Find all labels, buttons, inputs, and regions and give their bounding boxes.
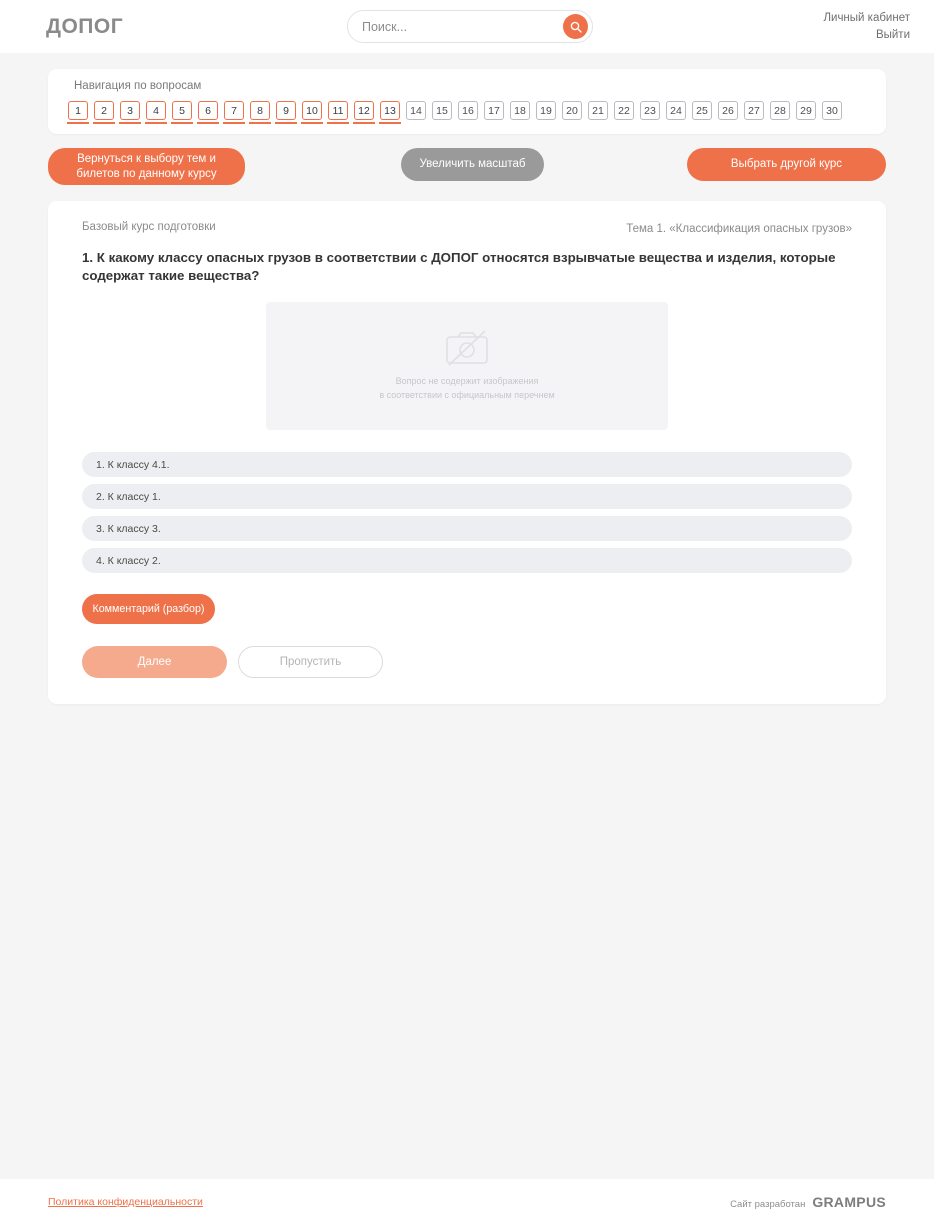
search-input[interactable] bbox=[348, 20, 563, 34]
no-image-caption-line1: Вопрос не содержит изображения bbox=[395, 376, 539, 387]
question-number-3[interactable]: 3 bbox=[120, 101, 140, 120]
question-number-19[interactable]: 19 bbox=[536, 101, 556, 120]
question-image-placeholder bbox=[266, 302, 668, 430]
question-number-8[interactable]: 8 bbox=[250, 101, 270, 120]
answer-option-4[interactable]: 4. К классу 2. bbox=[82, 548, 852, 573]
theme-label: Тема 1. «Классификация опасных грузов» bbox=[626, 223, 852, 235]
question-number-21[interactable]: 21 bbox=[588, 101, 608, 120]
account-link[interactable]: Личный кабинет bbox=[823, 12, 910, 24]
question-number-9[interactable]: 9 bbox=[276, 101, 296, 120]
navigation-title: Навигация по вопросам bbox=[74, 80, 202, 92]
search-icon bbox=[570, 21, 582, 33]
question-number-10[interactable]: 10 bbox=[302, 101, 322, 120]
question-card-header bbox=[82, 221, 852, 235]
question-number-18[interactable]: 18 bbox=[510, 101, 530, 120]
question-navigation-panel bbox=[48, 69, 886, 134]
question-number-20[interactable]: 20 bbox=[562, 101, 582, 120]
answer-option-3[interactable]: 3. К классу 3. bbox=[82, 516, 852, 541]
header-links bbox=[823, 10, 910, 43]
answer-option-1[interactable]: 1. К классу 4.1. bbox=[82, 452, 852, 477]
choose-other-course-button[interactable]: Выбрать другой курс bbox=[687, 148, 886, 181]
question-number-4[interactable]: 4 bbox=[146, 101, 166, 120]
question-number-6[interactable]: 6 bbox=[198, 101, 218, 120]
question-number-11[interactable]: 11 bbox=[328, 101, 348, 120]
question-number-13[interactable]: 13 bbox=[380, 101, 400, 120]
no-image-caption-line2: в соответствии с официальным перечнем bbox=[379, 389, 555, 400]
developer-label: Сайт разработан bbox=[730, 1198, 806, 1210]
question-number-25[interactable]: 25 bbox=[692, 101, 712, 120]
question-number-16[interactable]: 16 bbox=[458, 101, 478, 120]
action-row bbox=[48, 148, 886, 181]
increase-scale-button[interactable]: Увеличить масштаб bbox=[401, 148, 544, 181]
question-number-7[interactable]: 7 bbox=[224, 101, 244, 120]
return-to-topics-button[interactable]: Вернуться к выбору тем и билетов по данному курсу bbox=[48, 148, 245, 185]
site-logo: ДОПОГ bbox=[46, 14, 124, 38]
comment-explanation-button[interactable]: Комментарий (разбор) bbox=[82, 594, 215, 624]
question-footer-actions bbox=[82, 646, 852, 678]
question-number-29[interactable]: 29 bbox=[796, 101, 816, 120]
question-number-12[interactable]: 12 bbox=[354, 101, 374, 120]
developer-credit bbox=[730, 1194, 886, 1210]
logout-link[interactable]: Выйти bbox=[875, 28, 910, 41]
question-number-15[interactable]: 15 bbox=[432, 101, 452, 120]
question-number-14[interactable]: 14 bbox=[406, 101, 426, 120]
privacy-policy-link[interactable]: Политика конфиденциальности bbox=[48, 1195, 203, 1208]
next-button[interactable]: Далее bbox=[82, 646, 227, 678]
question-text: 1. К какому классу опасных грузов в соответствии с ДОПОГ относятся взрывчатые вещества и изделия, которые содержат такие вещества? bbox=[82, 250, 836, 283]
no-image-icon bbox=[445, 330, 489, 366]
question-number-27[interactable]: 27 bbox=[744, 101, 764, 120]
question-number-5[interactable]: 5 bbox=[172, 101, 192, 120]
question-number-24[interactable]: 24 bbox=[666, 101, 686, 120]
course-label: Базовый курс подготовки bbox=[82, 221, 216, 233]
app-footer bbox=[0, 1179, 934, 1224]
question-number-1[interactable]: 1 bbox=[68, 101, 88, 120]
question-number-28[interactable]: 28 bbox=[770, 101, 790, 120]
skip-button[interactable]: Пропустить bbox=[238, 646, 383, 678]
app-header bbox=[0, 0, 934, 53]
question-number-2[interactable]: 2 bbox=[94, 101, 114, 120]
developer-brand: GRAMPUS bbox=[812, 1193, 886, 1210]
no-image-caption bbox=[379, 375, 554, 402]
question-number-22[interactable]: 22 bbox=[614, 101, 634, 120]
answer-option-2[interactable]: 2. К классу 1. bbox=[82, 484, 852, 509]
question-number-17[interactable]: 17 bbox=[484, 101, 504, 120]
question-number-list[interactable] bbox=[64, 101, 870, 120]
question-number-30[interactable]: 30 bbox=[822, 101, 842, 120]
answer-options[interactable] bbox=[82, 452, 852, 573]
search-bar[interactable] bbox=[347, 10, 593, 43]
question-card bbox=[48, 201, 886, 704]
question-number-23[interactable]: 23 bbox=[640, 101, 660, 120]
question-number-26[interactable]: 26 bbox=[718, 101, 738, 120]
search-button[interactable] bbox=[563, 14, 588, 39]
